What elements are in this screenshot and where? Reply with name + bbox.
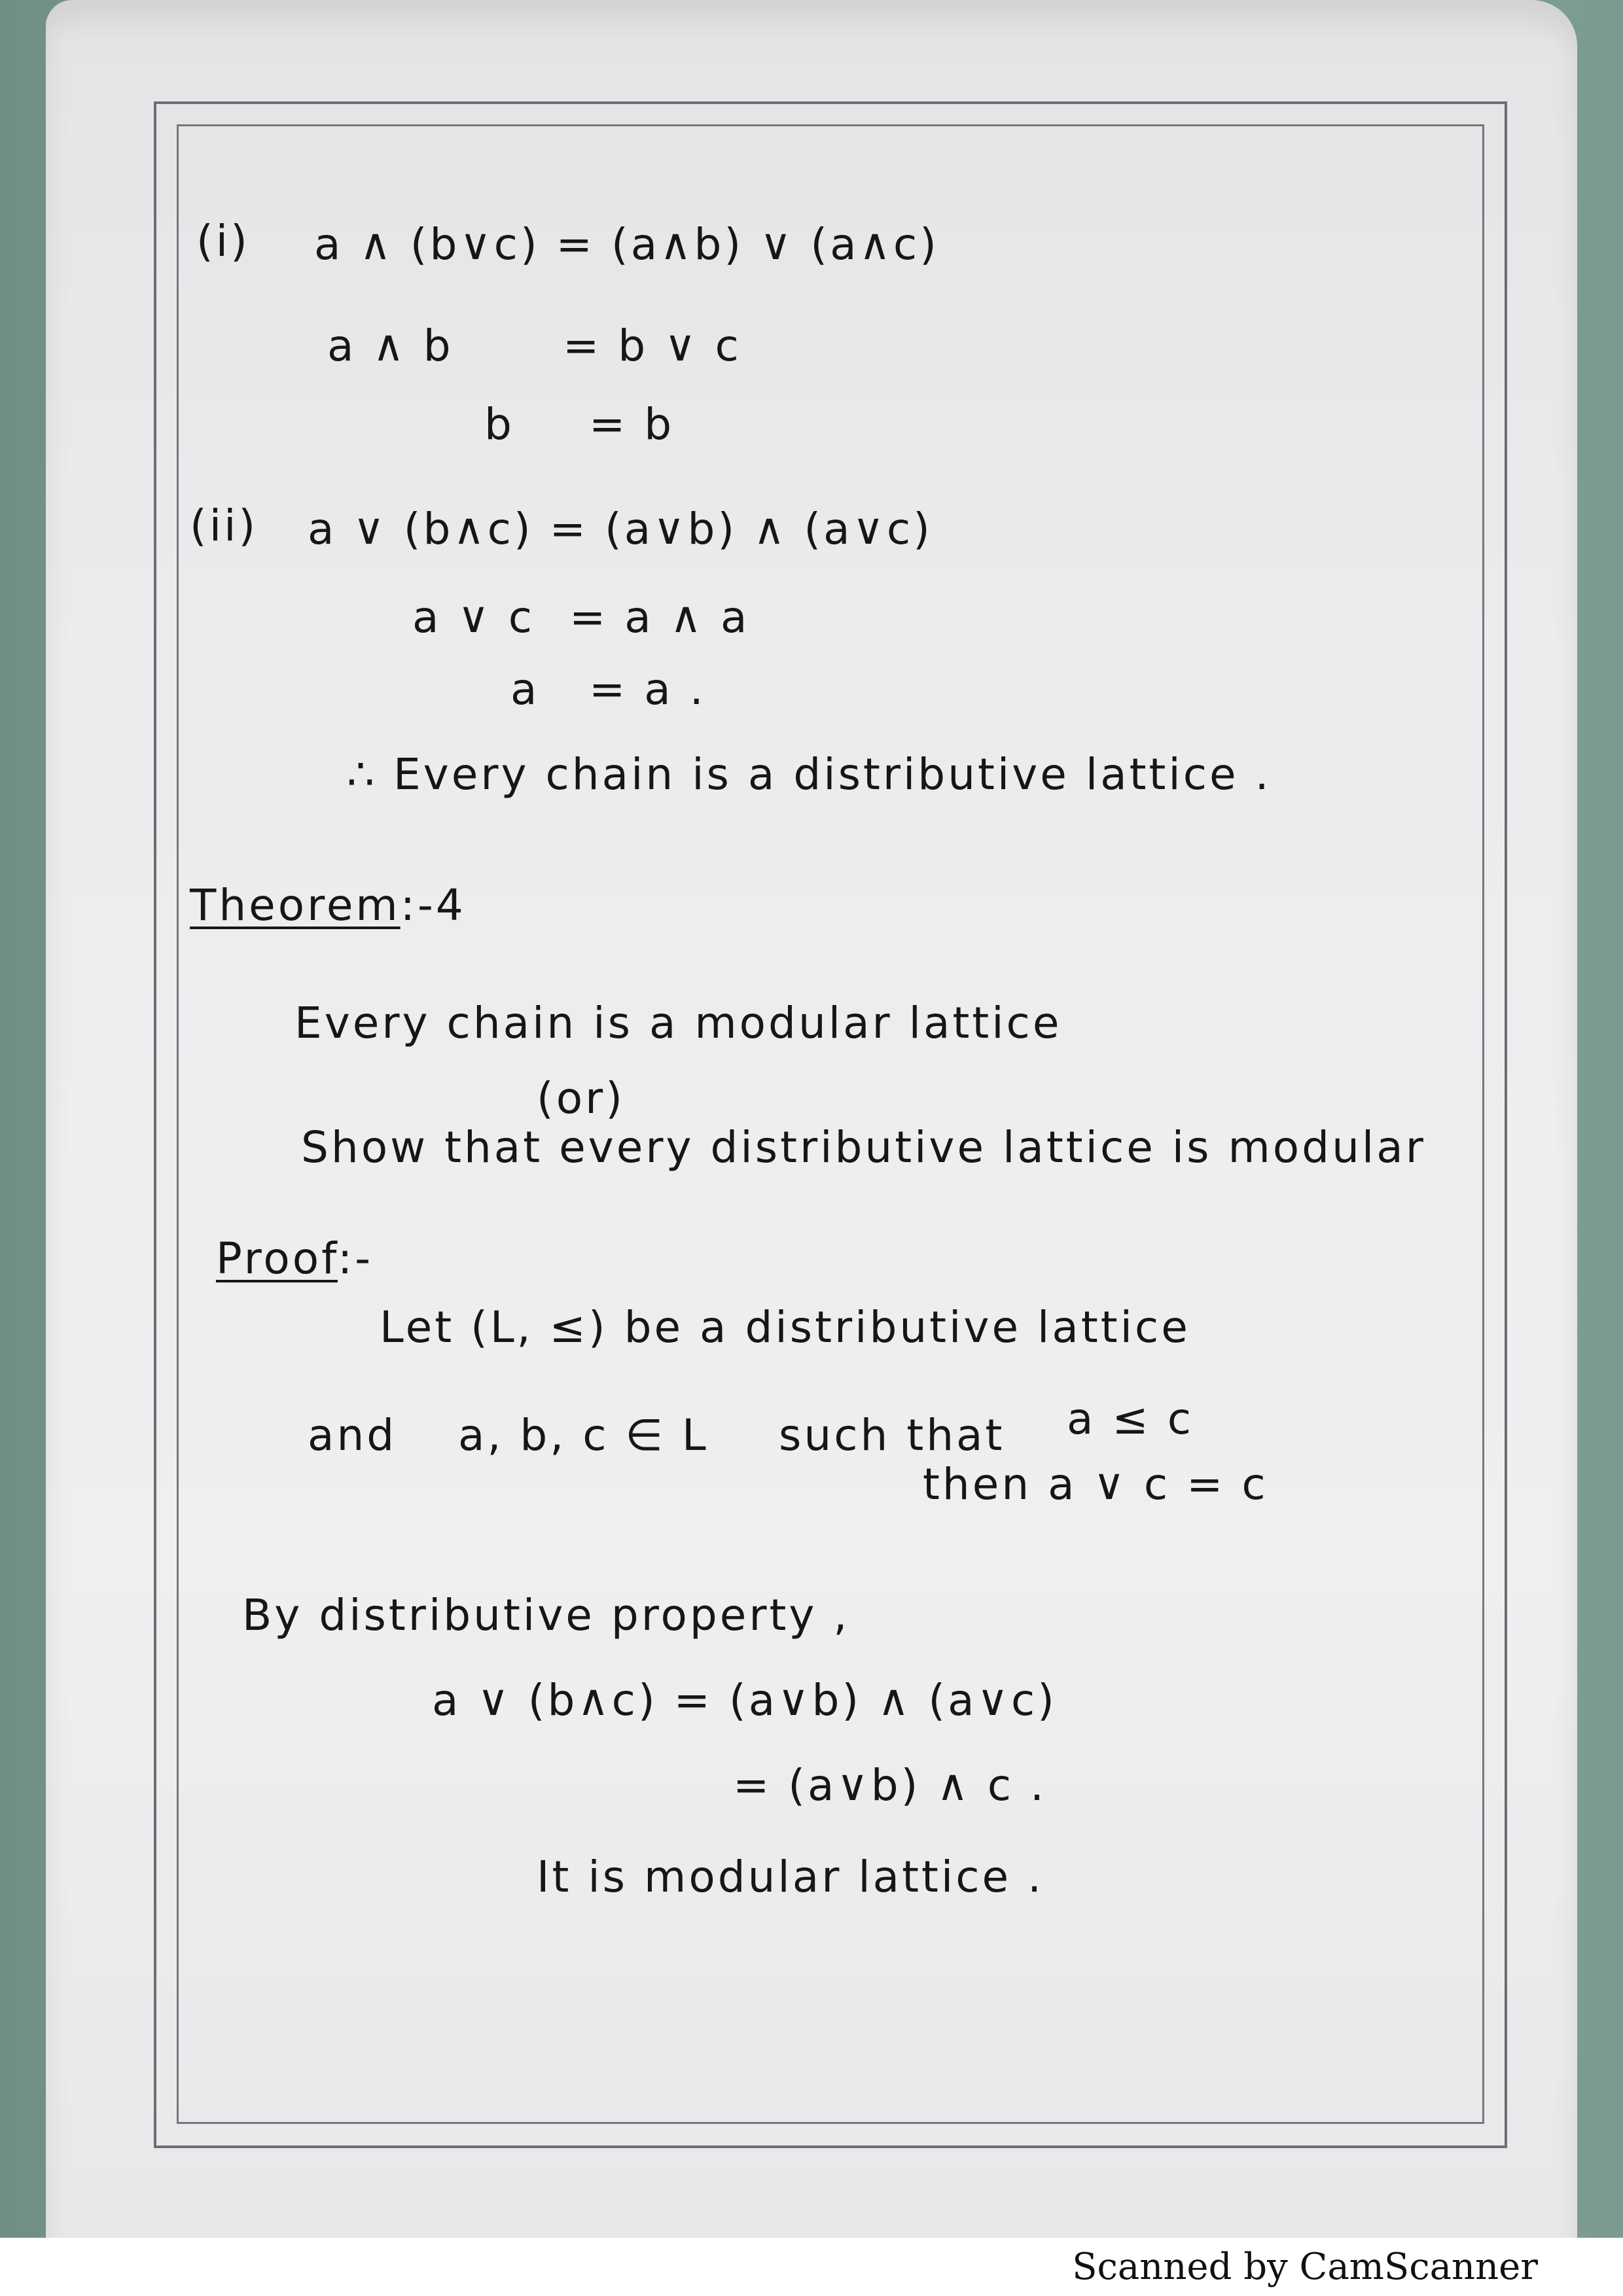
step-join-left: a ∨ c bbox=[412, 592, 535, 643]
step-a-right: = a . bbox=[589, 664, 706, 715]
step-meet-left: a ∧ b bbox=[327, 321, 454, 371]
proof-simplification: = (a∨b) ∧ c . bbox=[733, 1760, 1046, 1810]
conclusion-distributive: ∴ Every chain is a distributive lattice . bbox=[347, 749, 1272, 800]
label-ii: (ii) bbox=[190, 501, 259, 551]
theorem-heading bbox=[190, 880, 466, 930]
proof-such-that: such that bbox=[779, 1410, 1005, 1460]
proof-expansion: a ∨ (b∧c) = (a∨b) ∧ (a∨c) bbox=[432, 1675, 1057, 1725]
step-b-left: b bbox=[484, 399, 514, 450]
proof-by-distributive: By distributive property , bbox=[242, 1590, 850, 1640]
distributive-law-join: a ∨ (b∧c) = (a∨b) ∧ (a∨c) bbox=[308, 504, 933, 554]
proof-suffix: :- bbox=[337, 1233, 374, 1284]
label-i: (i) bbox=[196, 216, 250, 266]
step-a-left: a bbox=[510, 664, 540, 715]
scanner-watermark: Scanned by CamScanner bbox=[1072, 2246, 1538, 2288]
theorem-word: Theorem bbox=[190, 880, 401, 930]
proof-heading bbox=[216, 1233, 373, 1284]
theorem-alt-statement: Show that every distributive lattice is modular bbox=[301, 1122, 1426, 1173]
step-join-right: = a ∧ a bbox=[569, 592, 750, 643]
proof-elements: a, b, c ∈ L bbox=[458, 1410, 709, 1460]
proof-and: and bbox=[308, 1410, 397, 1460]
theorem-statement: Every chain is a modular lattice bbox=[294, 998, 1062, 1048]
theorem-number: :-4 bbox=[400, 880, 466, 930]
proof-condition: a ≤ c bbox=[1067, 1394, 1194, 1444]
proof-then: then a ∨ c = c bbox=[923, 1459, 1268, 1510]
proof-word: Proof bbox=[216, 1233, 338, 1284]
proof-conclusion: It is modular lattice . bbox=[537, 1852, 1044, 1902]
distributive-law-meet: a ∧ (b∨c) = (a∧b) ∨ (a∧c) bbox=[314, 219, 939, 270]
or-label: (or) bbox=[537, 1073, 626, 1123]
step-meet-right: = b ∨ c bbox=[563, 321, 741, 371]
step-b-right: = b bbox=[589, 399, 675, 450]
proof-let-line: Let (L, ≤) be a distributive lattice bbox=[380, 1302, 1190, 1352]
